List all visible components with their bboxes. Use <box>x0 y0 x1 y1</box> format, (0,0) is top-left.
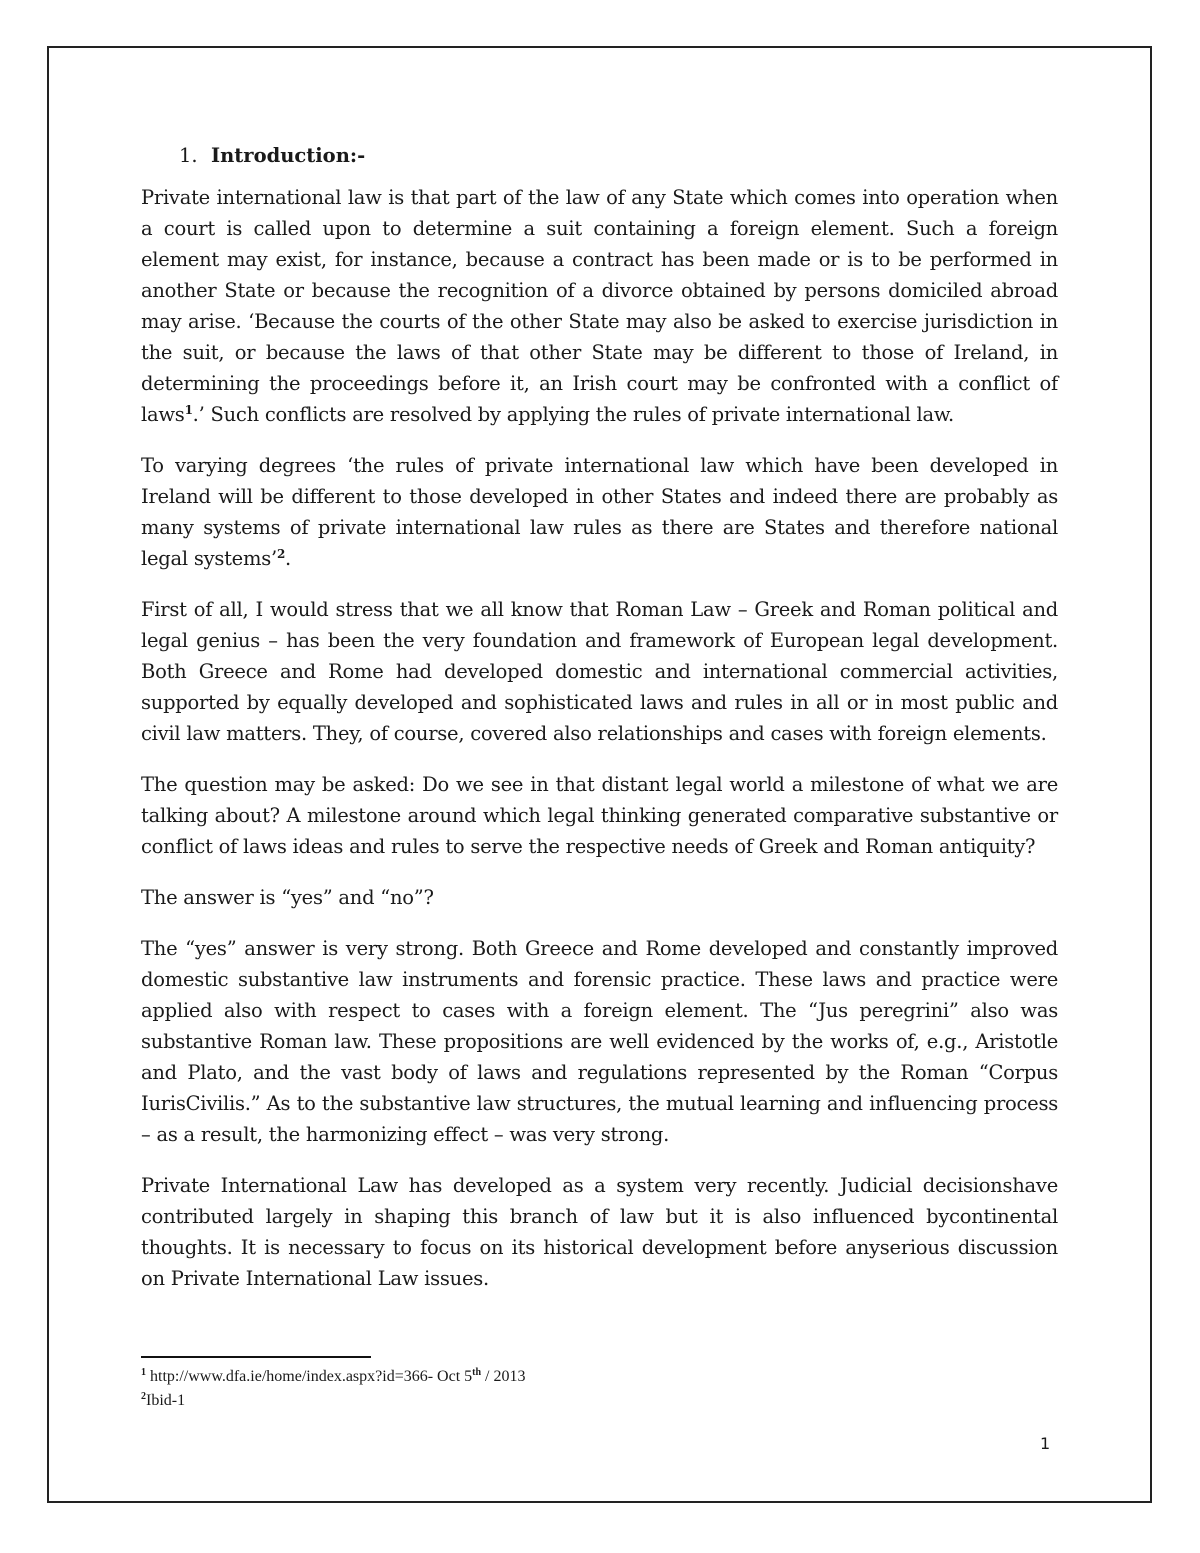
footnote-2 <box>141 1389 526 1413</box>
footnote-1-ordinal: th <box>472 1367 482 1378</box>
footnote-1-year: / 2013 <box>481 1368 526 1385</box>
paragraph-2 <box>141 450 1058 574</box>
paragraph-2-end: . <box>285 547 291 570</box>
paragraph-1-end: .’ Such conflicts are resolved by applying the rules of private international law. <box>192 403 954 426</box>
footnote-2-text: Ibid-1 <box>146 1392 186 1409</box>
paragraph-3: First of all, I would stress that we all know that Roman Law – Greek and Roman political and legal genius – has been the very foundation and framework of European legal development. Both Greece and Rome had developed domestic and international commercial activities, supported by equally developed and sophisticated laws and rules in all or in most public and civil law matters. They, of course, covered also relationships and cases with foreign elements. <box>141 598 1058 745</box>
footnote-1-marker: 1 <box>141 1367 146 1378</box>
footnote-1-text: http://www.dfa.ie/home/index.aspx?id=366- Oct 5 <box>146 1368 473 1385</box>
document-body <box>141 140 1058 1314</box>
footnote-ref-2[interactable]: 2 <box>276 547 286 561</box>
paragraph-2-text: To varying degrees ‘the rules of private international law which have been developed in Ireland will be different to those developed in other States and indeed there are probably as many systems of private international law rules as there are States and therefore national legal systems’ <box>141 454 1058 570</box>
paragraph-6: The “yes” answer is very strong. Both Greece and Rome developed and constantly improved domestic substantive law instruments and forensic practice. These laws and practice were applied also with respect to cases with a foreign element. The “Jus peregrini” also was substantive Roman law. These propositions are well evidenced by the works of, e.g., Aristotle and Plato, and the vast body of laws and regulations represented by the Roman “Corpus IurisCivilis.” As to the substantive law structures, the mutual learning and influencing process – as a result, the harmonizing effect – was very strong. <box>141 937 1058 1146</box>
section-number: 1. <box>179 144 198 167</box>
paragraph-4: The question may be asked: Do we see in that distant legal world a milestone of what we are talking about? A milestone around which legal thinking generated comparative substantive or conflict of laws ideas and rules to serve the respective needs of Greek and Roman antiquity? <box>141 773 1058 858</box>
footnote-1 <box>141 1365 526 1389</box>
footnote-2-marker: 2 <box>141 1391 146 1402</box>
footnote-separator <box>141 1356 371 1358</box>
paragraph-1-text: Private international law is that part of the law of any State which comes into operation when a court is called upon to determine a suit containing a foreign element. Such a foreign element may exist, for instance, because a contract has been made or is to be performed in another State or because the recognition of a divorce obtained by persons domiciled abroad may arise. ‘Because the courts of the other State may also be asked to exercise jurisdiction in the suit, or because the laws of that other State may be different to those of Ireland, in determining the proceedings before it, an Irish court may be confronted with a conflict of laws <box>141 186 1058 426</box>
paragraph-5: The answer is “yes” and “no”? <box>141 886 434 909</box>
page-number: 1 <box>1040 1434 1051 1453</box>
footnote-ref-1[interactable]: 1 <box>184 403 193 417</box>
footnotes <box>141 1365 526 1413</box>
paragraph-7: Private International Law has developed as a system very recently. Judicial decisionshave contributed largely in shaping this branch of law but it is also influenced bycontinental thoughts. It is necessary to focus on its historical development before anyserious discussion on Private International Law issues. <box>141 1174 1058 1290</box>
section-title: Introduction:- <box>211 144 366 167</box>
section-heading <box>179 140 1058 171</box>
paragraph-1 <box>141 182 1058 430</box>
